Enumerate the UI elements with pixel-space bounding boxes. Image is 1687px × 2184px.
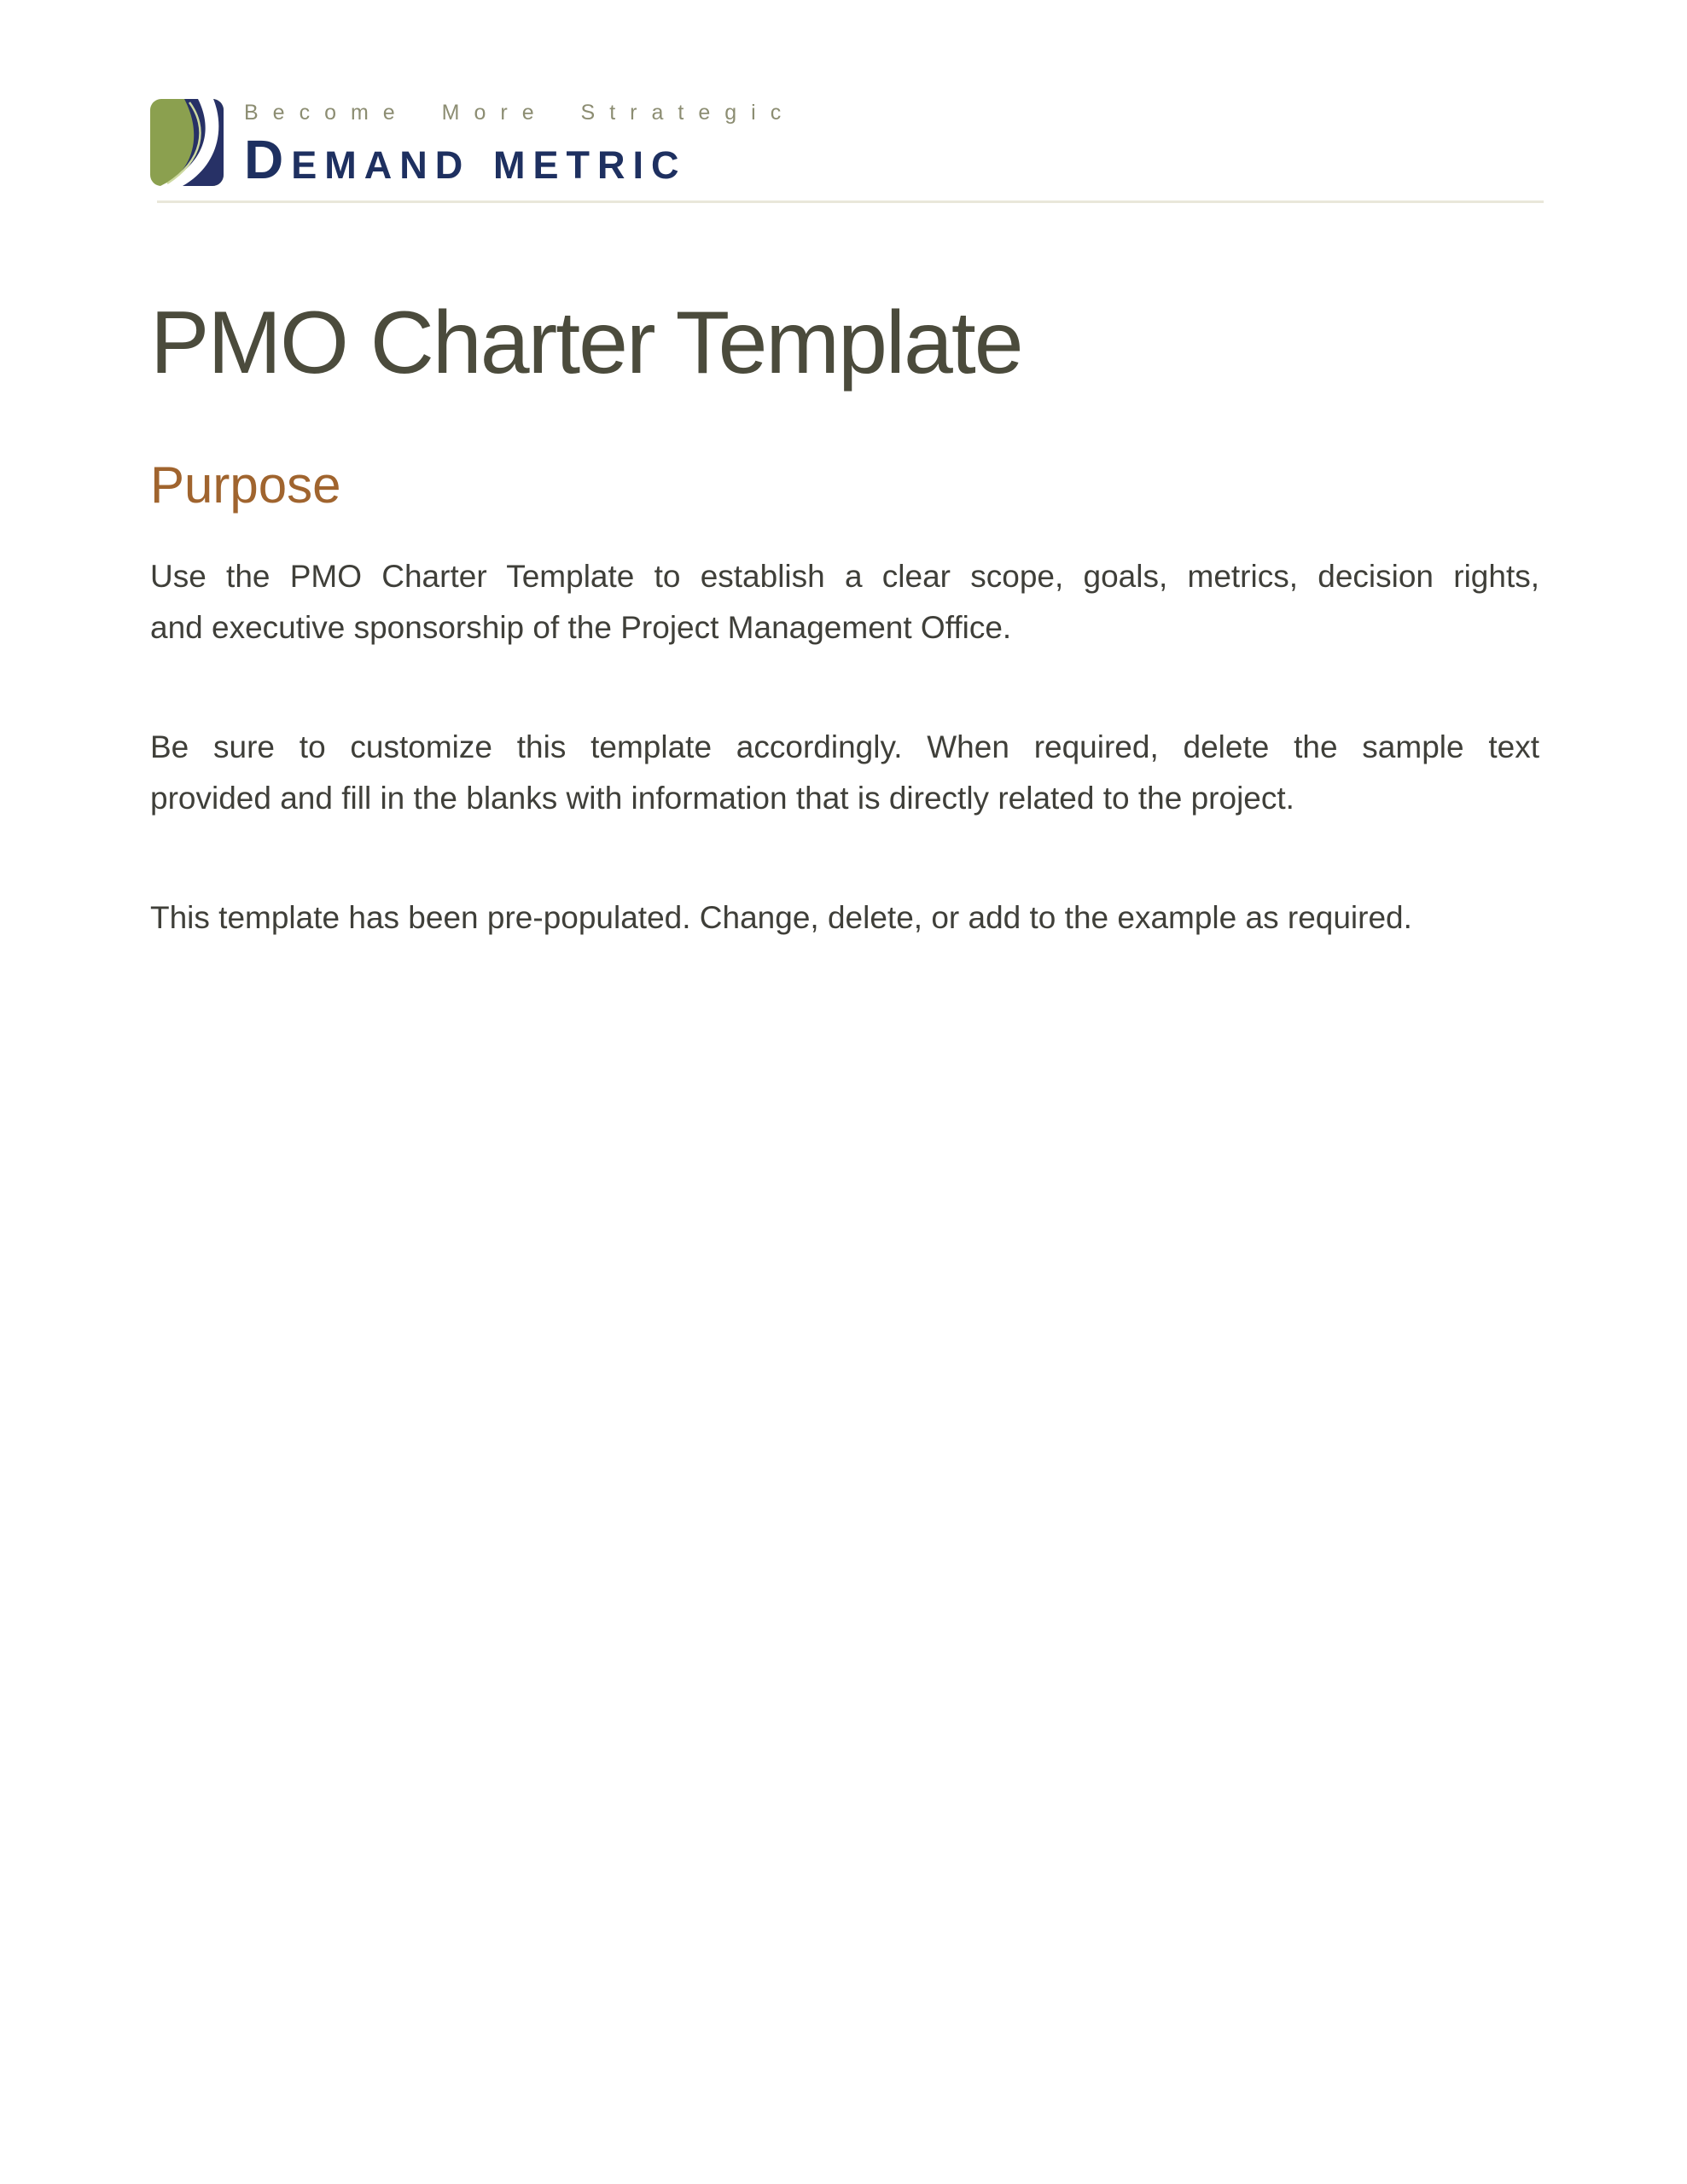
page-header — [150, 99, 1542, 203]
paragraph-3-line-1: This template has been pre-populated. Change, delete, or add to the example as required. — [150, 899, 1412, 935]
paragraph-1-line-1: Use the PMO Charter Template to establish a clear scope, goals, metrics, decision rights, — [150, 558, 1539, 594]
demand-metric-logo — [150, 99, 1542, 190]
page-title: PMO Charter Template — [150, 293, 1022, 392]
paragraph-3 — [150, 892, 1539, 944]
paragraph-1 — [150, 551, 1539, 653]
paragraph-2-line-1: Be sure to customize this template accordingly. When required, delete the sample text — [150, 729, 1539, 764]
paragraph-1-line-2: and executive sponsorship of the Project Management Office. — [150, 609, 1012, 645]
brand-tagline: Become More Strategic — [244, 101, 796, 125]
paragraph-2-line-2: provided and fill in the blanks with information that is directly related to the project. — [150, 780, 1294, 816]
header-divider — [157, 200, 1544, 203]
brand-name: Demand metric — [244, 129, 687, 190]
document-body — [150, 293, 1542, 944]
demand-metric-logo-icon — [150, 99, 224, 186]
paragraph-2 — [150, 722, 1539, 824]
section-heading-purpose: Purpose — [150, 456, 341, 514]
logo-text-block — [244, 99, 796, 190]
